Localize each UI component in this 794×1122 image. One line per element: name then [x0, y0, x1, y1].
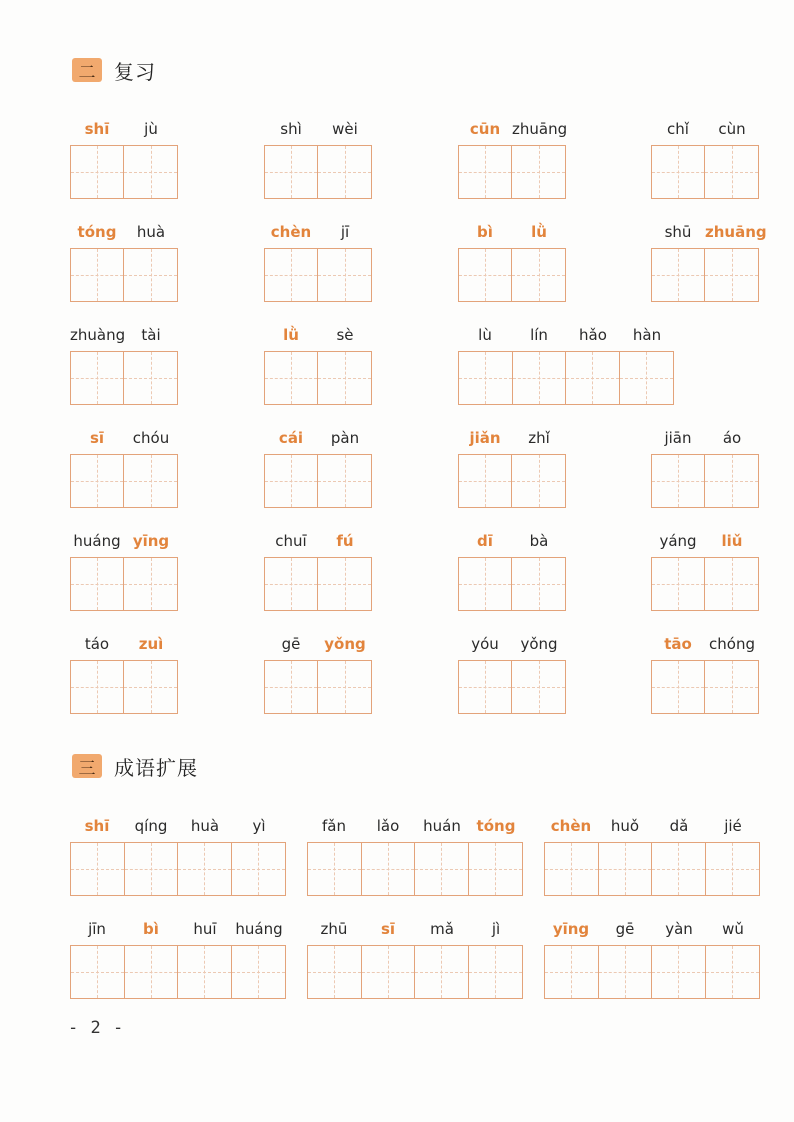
pinyin-syllable: mǎ: [430, 920, 454, 938]
tianzige-cell[interactable]: [178, 946, 232, 998]
writing-boxes: [70, 842, 286, 896]
tianzige-cell[interactable]: [125, 843, 179, 895]
pinyin-syllable-highlighted: tóng: [476, 817, 516, 835]
pinyin-syllable: jī: [340, 223, 350, 241]
tianzige-cell[interactable]: [71, 843, 125, 895]
pinyin-syllable-highlighted: zuì: [138, 635, 164, 653]
pinyin-row: [544, 917, 760, 941]
writing-boxes: [651, 145, 759, 199]
writing-boxes: [70, 145, 178, 199]
tianzige-cell[interactable]: [705, 146, 758, 198]
pinyin-syllable: lǎo: [376, 817, 400, 835]
tianzige-cell[interactable]: [652, 558, 705, 610]
pinyin-row: [307, 814, 523, 838]
pinyin-syllable-highlighted: bì: [477, 223, 493, 241]
pinyin-row: [651, 220, 767, 244]
pinyin-syllable-highlighted: bì: [143, 920, 159, 938]
writing-boxes: [544, 842, 760, 896]
pinyin-row: [70, 917, 286, 941]
pinyin-row: [651, 117, 759, 141]
review-word-item: [458, 529, 566, 611]
pinyin-row: [70, 117, 178, 141]
review-word-item: [651, 426, 759, 508]
pinyin-syllable: wǔ: [722, 920, 744, 938]
pinyin-syllable-highlighted: chèn: [270, 223, 312, 241]
tianzige-cell[interactable]: [513, 352, 567, 404]
page-number: - 2 -: [68, 1018, 125, 1038]
tianzige-cell[interactable]: [318, 249, 371, 301]
pinyin-row: [264, 426, 372, 450]
review-word-item: [458, 220, 566, 302]
pinyin-syllable: hǎo: [579, 326, 607, 344]
tianzige-cell[interactable]: [265, 352, 318, 404]
pinyin-row: [458, 117, 566, 141]
pinyin-syllable: huán: [423, 817, 461, 835]
review-word-item: [70, 426, 178, 508]
section-2-title: 复习: [114, 59, 156, 84]
pinyin-syllable: bà: [529, 532, 549, 550]
idiom-item: [544, 814, 760, 896]
pinyin-syllable: jì: [491, 920, 501, 938]
writing-boxes: [458, 145, 566, 199]
pinyin-row: [70, 323, 178, 347]
writing-boxes: [70, 945, 286, 999]
tianzige-cell[interactable]: [71, 946, 125, 998]
tianzige-cell[interactable]: [512, 455, 565, 507]
pinyin-syllable: huà: [136, 223, 166, 241]
writing-boxes: [70, 660, 178, 714]
tianzige-cell[interactable]: [124, 249, 177, 301]
writing-boxes: [458, 557, 566, 611]
pinyin-syllable: hàn: [632, 326, 662, 344]
writing-boxes: [458, 248, 566, 302]
review-word-item: [651, 529, 759, 611]
review-word-item: [651, 117, 759, 199]
tianzige-cell[interactable]: [124, 455, 177, 507]
pinyin-row: [264, 323, 372, 347]
tianzige-cell[interactable]: [71, 558, 124, 610]
pinyin-syllable: chóng: [709, 635, 755, 653]
tianzige-cell[interactable]: [232, 946, 286, 998]
pinyin-syllable: yàn: [665, 920, 693, 938]
pinyin-row: [70, 632, 178, 656]
tianzige-cell[interactable]: [308, 946, 362, 998]
pinyin-syllable: huáng: [235, 920, 283, 938]
writing-boxes: [70, 351, 178, 405]
review-word-item: [70, 220, 178, 302]
pinyin-row: [70, 814, 286, 838]
tianzige-cell[interactable]: [599, 946, 653, 998]
review-word-item: [70, 323, 178, 405]
tianzige-cell[interactable]: [124, 146, 177, 198]
tianzige-cell[interactable]: [545, 843, 599, 895]
writing-boxes: [264, 557, 372, 611]
tianzige-cell[interactable]: [71, 249, 124, 301]
pinyin-syllable: chǐ: [667, 120, 689, 138]
tianzige-cell[interactable]: [512, 146, 565, 198]
tianzige-cell[interactable]: [459, 146, 512, 198]
pinyin-syllable: cùn: [718, 120, 746, 138]
pinyin-syllable-highlighted: sī: [89, 429, 105, 447]
review-word-item: [264, 426, 372, 508]
writing-boxes: [70, 454, 178, 508]
tianzige-cell[interactable]: [232, 843, 286, 895]
pinyin-row: [70, 426, 178, 450]
pinyin-syllable: gē: [281, 635, 301, 653]
writing-boxes: [651, 557, 759, 611]
tianzige-cell[interactable]: [415, 946, 469, 998]
pinyin-row: [651, 529, 759, 553]
pinyin-row: [70, 220, 178, 244]
pinyin-row: [264, 220, 372, 244]
pinyin-syllable-highlighted: tóng: [77, 223, 117, 241]
pinyin-row: [458, 220, 566, 244]
review-word-item: [458, 632, 566, 714]
tianzige-cell[interactable]: [318, 661, 371, 713]
tianzige-cell[interactable]: [318, 558, 371, 610]
pinyin-row: [651, 632, 759, 656]
review-word-item: [651, 220, 767, 302]
tianzige-cell[interactable]: [652, 249, 705, 301]
pinyin-syllable: lù: [478, 326, 492, 344]
pinyin-row: [458, 632, 566, 656]
tianzige-cell[interactable]: [459, 249, 512, 301]
pinyin-syllable-highlighted: lǜ: [283, 326, 299, 344]
idiom-item: [307, 917, 523, 999]
pinyin-syllable: jiān: [664, 429, 692, 447]
idiom-item: [307, 814, 523, 896]
pinyin-syllable: jīn: [88, 920, 106, 938]
pinyin-syllable: fǎn: [322, 817, 346, 835]
tianzige-cell[interactable]: [512, 661, 565, 713]
tianzige-cell[interactable]: [705, 249, 758, 301]
tianzige-cell[interactable]: [705, 558, 758, 610]
pinyin-syllable: yì: [252, 817, 266, 835]
pinyin-syllable: zhǐ: [528, 429, 550, 447]
review-word-item: [264, 529, 372, 611]
pinyin-syllable-highlighted: chèn: [550, 817, 592, 835]
pinyin-syllable-highlighted: liǔ: [721, 532, 743, 550]
review-word-item: [458, 426, 566, 508]
pinyin-syllable: zhuàng: [70, 326, 126, 344]
tianzige-cell[interactable]: [125, 946, 179, 998]
writing-boxes: [264, 145, 372, 199]
pinyin-row: [264, 117, 372, 141]
pinyin-syllable: shì: [280, 120, 302, 138]
review-word-item: [70, 117, 178, 199]
tianzige-cell[interactable]: [124, 558, 177, 610]
review-word-item: [264, 323, 372, 405]
pinyin-row: [264, 529, 372, 553]
pinyin-syllable: pàn: [330, 429, 360, 447]
review-word-item: [70, 632, 178, 714]
tianzige-cell[interactable]: [620, 352, 674, 404]
pinyin-syllable-highlighted: zhuāng: [705, 223, 767, 241]
pinyin-syllable: táo: [84, 635, 110, 653]
pinyin-syllable-highlighted: sī: [380, 920, 396, 938]
tianzige-cell[interactable]: [265, 558, 318, 610]
pinyin-syllable-highlighted: yīng: [552, 920, 590, 938]
tianzige-cell[interactable]: [459, 558, 512, 610]
tianzige-cell[interactable]: [706, 946, 760, 998]
tianzige-cell[interactable]: [124, 661, 177, 713]
pinyin-syllable: huáng: [73, 532, 121, 550]
pinyin-syllable: chuī: [275, 532, 307, 550]
tianzige-cell[interactable]: [652, 455, 705, 507]
tianzige-cell[interactable]: [599, 843, 653, 895]
tianzige-cell[interactable]: [71, 352, 124, 404]
pinyin-syllable-highlighted: cūn: [469, 120, 501, 138]
tianzige-cell[interactable]: [415, 843, 469, 895]
tianzige-cell[interactable]: [362, 946, 416, 998]
review-word-item: [458, 323, 674, 405]
tianzige-cell[interactable]: [265, 146, 318, 198]
tianzige-cell[interactable]: [652, 946, 706, 998]
pinyin-syllable: shū: [664, 223, 692, 241]
pinyin-syllable-highlighted: jiǎn: [469, 429, 501, 447]
tianzige-cell[interactable]: [124, 352, 177, 404]
pinyin-row: [651, 426, 759, 450]
tianzige-cell[interactable]: [566, 352, 620, 404]
tianzige-cell[interactable]: [178, 843, 232, 895]
tianzige-cell[interactable]: [545, 946, 599, 998]
tianzige-cell[interactable]: [265, 249, 318, 301]
writing-boxes: [651, 454, 759, 508]
tianzige-cell[interactable]: [71, 455, 124, 507]
review-word-item: [264, 220, 372, 302]
writing-boxes: [264, 454, 372, 508]
pinyin-syllable: dǎ: [669, 817, 689, 835]
tianzige-cell[interactable]: [652, 146, 705, 198]
tianzige-cell[interactable]: [705, 455, 758, 507]
pinyin-syllable: huǒ: [610, 817, 640, 835]
tianzige-cell[interactable]: [652, 661, 705, 713]
tianzige-cell[interactable]: [459, 352, 513, 404]
pinyin-row: [70, 529, 178, 553]
pinyin-syllable: chóu: [132, 429, 170, 447]
pinyin-syllable: yǒng: [520, 635, 558, 653]
tianzige-cell[interactable]: [469, 843, 523, 895]
writing-boxes: [307, 842, 523, 896]
pinyin-syllable-highlighted: lǜ: [531, 223, 547, 241]
writing-boxes: [307, 945, 523, 999]
writing-boxes: [264, 248, 372, 302]
pinyin-syllable: sè: [336, 326, 354, 344]
pinyin-syllable: zhuāng: [512, 120, 568, 138]
writing-boxes: [651, 248, 759, 302]
tianzige-cell[interactable]: [71, 661, 124, 713]
tianzige-cell[interactable]: [318, 455, 371, 507]
pinyin-row: [264, 632, 372, 656]
tianzige-cell[interactable]: [469, 946, 523, 998]
section-3-title: 成语扩展: [114, 755, 198, 780]
idiom-item: [70, 917, 286, 999]
pinyin-syllable: huī: [193, 920, 217, 938]
pinyin-syllable: huà: [190, 817, 220, 835]
pinyin-row: [544, 814, 760, 838]
pinyin-syllable: lín: [530, 326, 548, 344]
tianzige-cell[interactable]: [652, 843, 706, 895]
pinyin-syllable-highlighted: yǒng: [324, 635, 366, 653]
idiom-item: [70, 814, 286, 896]
pinyin-syllable-highlighted: shī: [84, 817, 110, 835]
pinyin-row: [458, 426, 566, 450]
writing-boxes: [70, 248, 178, 302]
idiom-item: [544, 917, 760, 999]
tianzige-cell[interactable]: [71, 146, 124, 198]
tianzige-cell[interactable]: [308, 843, 362, 895]
tianzige-cell[interactable]: [318, 352, 371, 404]
pinyin-syllable: áo: [722, 429, 742, 447]
pinyin-syllable: tài: [141, 326, 161, 344]
pinyin-syllable: qíng: [134, 817, 168, 835]
writing-boxes: [70, 557, 178, 611]
review-word-item: [264, 632, 372, 714]
writing-boxes: [458, 351, 674, 405]
review-word-item: [70, 529, 178, 611]
pinyin-syllable: yáng: [659, 532, 697, 550]
section-2-number: 二: [72, 58, 102, 82]
pinyin-row: [458, 529, 566, 553]
pinyin-syllable: jù: [144, 120, 158, 138]
tianzige-cell[interactable]: [705, 661, 758, 713]
writing-boxes: [458, 454, 566, 508]
review-word-item: [264, 117, 372, 199]
section-3-number: 三: [72, 754, 102, 778]
tianzige-cell[interactable]: [512, 558, 565, 610]
pinyin-syllable-highlighted: shī: [84, 120, 110, 138]
pinyin-syllable-highlighted: fú: [336, 532, 354, 550]
pinyin-row: [307, 917, 523, 941]
review-word-item: [458, 117, 566, 199]
tianzige-cell[interactable]: [512, 249, 565, 301]
pinyin-syllable: zhū: [320, 920, 348, 938]
pinyin-syllable-highlighted: yīng: [132, 532, 170, 550]
pinyin-row: [458, 323, 674, 347]
tianzige-cell[interactable]: [265, 455, 318, 507]
pinyin-syllable: yóu: [471, 635, 499, 653]
review-word-item: [651, 632, 759, 714]
pinyin-syllable-highlighted: tāo: [664, 635, 692, 653]
tianzige-cell[interactable]: [459, 661, 512, 713]
pinyin-syllable-highlighted: dī: [477, 532, 493, 550]
tianzige-cell[interactable]: [265, 661, 318, 713]
tianzige-cell[interactable]: [362, 843, 416, 895]
writing-boxes: [651, 660, 759, 714]
tianzige-cell[interactable]: [459, 455, 512, 507]
pinyin-syllable-highlighted: cái: [278, 429, 304, 447]
writing-boxes: [544, 945, 760, 999]
pinyin-syllable: wèi: [332, 120, 358, 138]
writing-boxes: [264, 351, 372, 405]
writing-boxes: [264, 660, 372, 714]
pinyin-syllable: gē: [615, 920, 635, 938]
writing-boxes: [458, 660, 566, 714]
tianzige-cell[interactable]: [706, 843, 760, 895]
tianzige-cell[interactable]: [318, 146, 371, 198]
pinyin-syllable: jié: [724, 817, 742, 835]
